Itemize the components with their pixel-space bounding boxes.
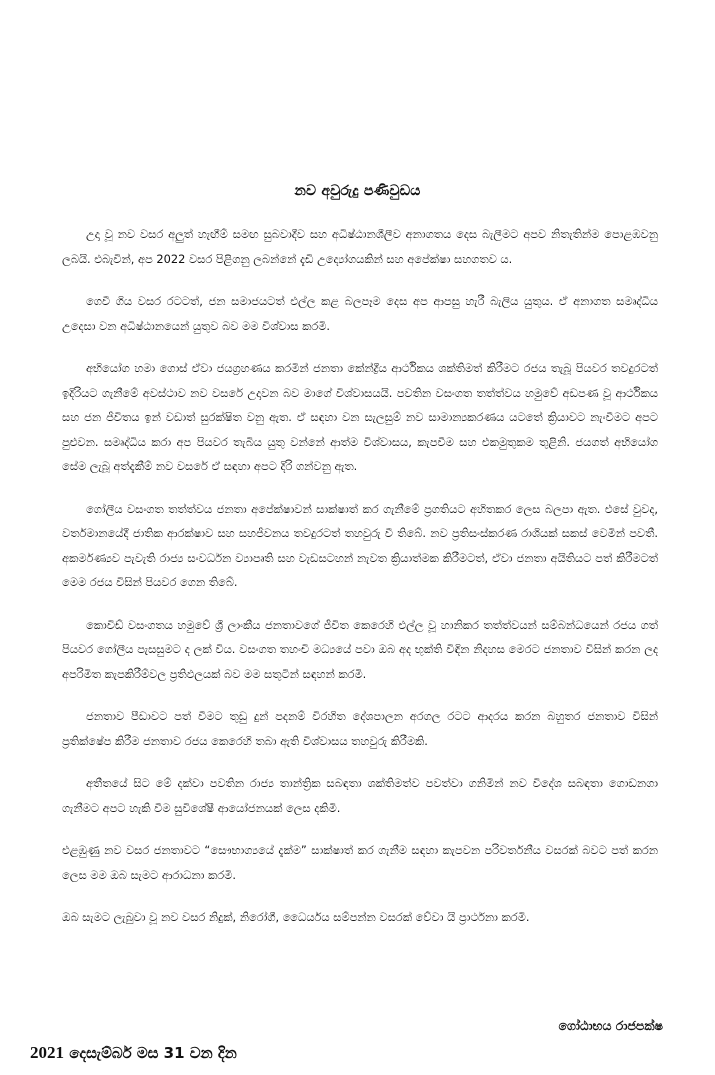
date-text: දෙසැම්බර් මස 31 වන දින — [64, 1044, 237, 1062]
document-body — [62, 222, 658, 948]
signature: ගෝඨාභය රාජපක්ෂ — [558, 1018, 663, 1033]
document-title: නව අවුරුදු පණිවුඩය — [294, 183, 421, 199]
paragraph-6: ජනතාව පීඩාවට පත් වීමට තුඩු දුන් පදනම් විරහිත දේශපාලන අරගල රටට ආදරය කරන බහුතර ජනතාව විසින් ප්‍රතික්ෂේප කිරීම ජනතාව රජය කෙරෙහි තබා ඇති විශ්වාසය තහවුරු කිරීමකි. — [62, 709, 658, 748]
paragraph-4: ගෝලීය වසංගත තත්ත්වය ජනතා අපේක්ෂාවන් සාක්ෂාත් කර ගැනීමේ ප්‍රගතියට අහිතකර ලෙස බලපා ඇත. එසේ වුවද, වර්තමානයේදී ජාතික ආරක්ෂාව සහ සහජීවනය තවදුරටත් තහවුරු වී තිබේ. නව ප්‍රතිසංස්කරණ රාශියක් සකස් වෙමින් පවතී. අකර්මණ්‍යව පැවැති රාජ්‍ය සංවර්ධන ව්‍යාපෘති සහ වැඩසටහන් නැවත ක්‍රියාත්මක කිරීමටත්, ඒවා ජනතා අයිතියට පත් කිරීමටත් මෙම රජය විසින් පියවර ගෙන තිබේ. — [62, 501, 658, 589]
paragraph-9: ඔබ සැමට ලැබුවා වූ නව වසර නිදුක්, නිරෝගී, ධෛර්යය සම්පන්න වසරක් වේවා යි ප්‍රාර්ථනා කරමි. — [62, 910, 530, 924]
paragraph-2: ගෙවී ගිය වසර රටටත්, ජන සමාජයටත් එල්ල කළ බලපෑම දෙස අප ආපසු හැරී බැලිය යුතුය. ඒ අනාගත සමෘද්ධිය උදෙසා වන අධිෂ්ඨානයෙන් යුතුව බව මම විශ්වාස කරමි. — [62, 294, 658, 333]
paragraph-7: අතීතයේ සිට මේ දක්වා පවතින රාජ්‍ය තාන්ත්‍රික සබඳතා ශක්තිමත්ව පවත්වා ගනිමින් නව විදේශ සබඳතා ගොඩනගා ගැනීමට අපට හැකි වීම සුවිශේෂී ආයෝජනයක් ලෙස දකිමි. — [62, 776, 658, 815]
document-date — [30, 1043, 237, 1063]
paragraph-3: අභියෝග හමා ගොස් ඒවා ජයග්‍රහණය කරමින් ජනතා කේන්ද්‍රීය ආර්ථිකය ශක්තිමත් කිරීමට රජය තැබූ පියවර තවදුරටත් ඉදිරියට ගැනීමේ අවස්ථාව නව වසරේ උදාවන බව මාගේ විශ්වාසයයි. පවතින වසංගත තත්ත්වය හමුවේ අඩපණ වූ ආර්ථිකය සහ ජන ජීවිතය ඉන් වඩාත් සුරක්ෂිත වනු ඇත. ඒ සඳහා වන සැලසුම් නව සාමාන්‍යකරණය යටතේ ක්‍රියාවට නැංවීමට අපට පුළුවන. සමෘද්ධිය කරා අප පියවර තැබිය යුතු වන්නේ ආත්ම විශ්වාසය, කැපවීම සහ එකමුතුකම තුළිනි. ජයගත් අභියෝග සේම ලැබූ අත්දැකීම් නව වසරේ ඒ සඳහා අපට දිරි ගන්වනු ඇත. — [62, 361, 658, 473]
paragraph-8: එළඹුණු නව වසර ජනතාවට “සෞභාග්‍යයේ දැක්ම” සාක්ෂාත් කර ගැනීම සඳහා කැපවන පරිවර්තනීය වසරක් බවට පත් කරන ලෙස මම ඔබ සැමට ආරාධනා කරමි. — [62, 843, 658, 882]
date-year: 2021 — [30, 1043, 64, 1062]
paragraph-1: උදා වූ නව වසර අලුත් හැඟීම් සමඟ සුබවාදීව සහ අධිෂ්ඨානශීලීව අනාගතය දෙස බැලීමට අපව නිතැතින්ම පොළඹවනු ලබයි. එබැවින්, අප 2022 වසර පිළිගනු ලබන්නේ දැඩි උද්‍යෝගයකින් සහ අපේක්ෂා සහගතව ය. — [62, 227, 658, 266]
paragraph-5: කොවිඩ් වසංගතය හමුවේ ශ්‍රී ලාංකීය ජනතාවගේ ජීවිත කෙරෙහි එල්ල වූ හානිකර තත්ත්වයන් සම්බන්ධයෙන් රජය ගත් පියවර ගෝලීය පැසසුමට ද ලක් විය. වසංගත තහංචි මධ්‍යයේ පවා ඔබ අද භුක්ති විඳින නිදහස මෙරට ජනතාව විසින් කරන ලද අපරිමිත කැපකිරීම්වල ප්‍රතිඵලයක් බව මම සතුටින් සඳහන් කරමි. — [62, 617, 658, 681]
